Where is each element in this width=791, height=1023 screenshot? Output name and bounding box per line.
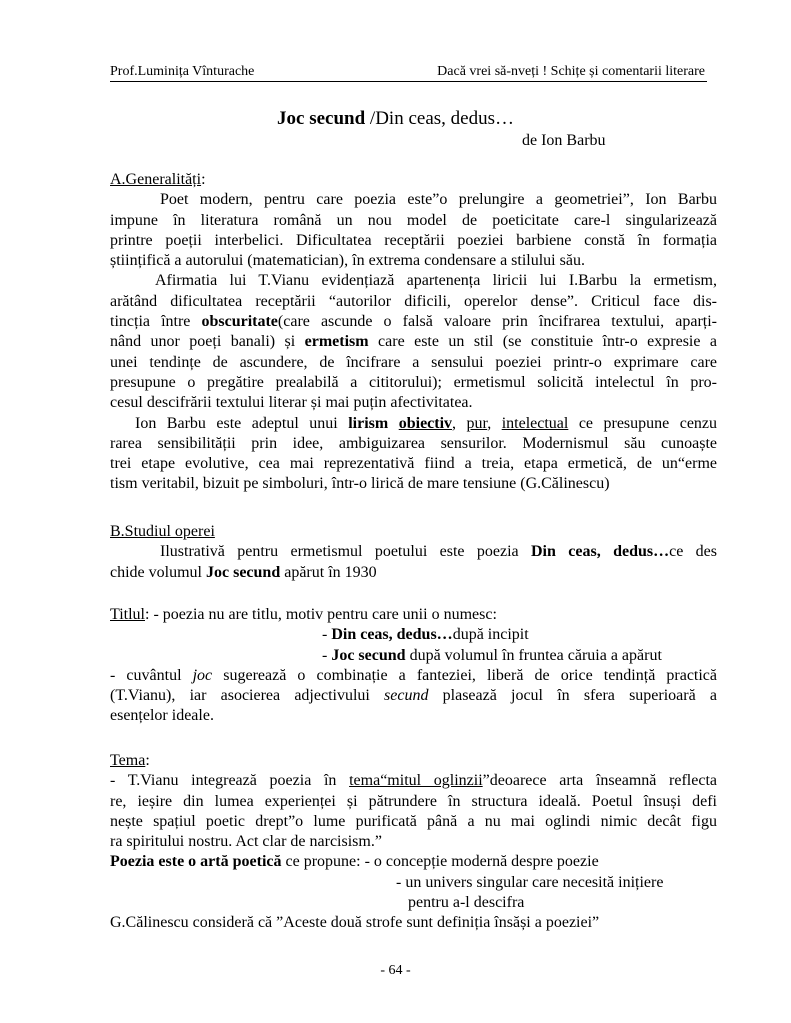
section-a-p3-line: rarea sensibilității prin idee, ambiguizarea sensurilor. Modernismul său cunoaște: [110, 434, 717, 452]
tema-line: re, ieșire din lumea experienței și pătrundere în structura ideală. Poetul însuși defi: [110, 792, 717, 810]
section-a-p1-line: științifică a autorului (matematician), în extrema condensare a stilului său.: [110, 252, 585, 270]
section-a: [110, 170, 717, 495]
titlul-line: - Din ceas, dedus…după incipit: [322, 626, 529, 644]
poem-author: de Ion Barbu: [522, 132, 606, 149]
tema-line: Poezia este o artă poetică ce propune: - o concepție modernă despre poezie: [110, 853, 599, 871]
poem-title-rest: /Din ceas, dedus…: [365, 108, 514, 129]
section-a-p2-line: cesul descifrării textului literar și mai puțin afectivitatea.: [110, 394, 473, 412]
header-book-title: Dacă vrei să-nveți ! Schițe și comentarii literare: [437, 64, 705, 79]
poem-title: [0, 108, 791, 130]
section-a-p2-line: Afirmatia lui T.Vianu evidențiază apartenența liricii lui I.Barbu la ermetism,: [155, 272, 717, 290]
section-a-p2-line: arătând dificultatea receptării “autorilor dificili, operelor dense”. Criticul face dis-: [110, 292, 717, 310]
tema-line: G.Călinescu consideră că ”Aceste două strofe sunt definiția însăși a poeziei”: [110, 914, 600, 932]
tema-line: - T.Vianu integrează poezia în tema“mitul oglinzii”deoarece arta înseamnă reflecta: [110, 772, 717, 790]
tema-line: pentru a-l descifra: [408, 894, 525, 912]
page-number: - 64 -: [380, 963, 411, 978]
term-obscuritate: obscuritate: [201, 313, 278, 331]
section-a-p3-line: tism veritabil, bizuit pe simboluri, într-o lirică de mare tensiune (G.Călinescu): [110, 475, 610, 493]
tema-line: ra spiritului nostru. Act clar de narcisism.”: [110, 833, 382, 851]
tema-line: nește spațiul poetic drept”o lume purificată până a nu mai oglindi nimic decât figu: [110, 812, 717, 830]
section-a-p2-line: unei tendințe de ascundere, de încifrare a sensului poeziei printr-o exprimare care: [110, 353, 717, 371]
poem-name-bold: Din ceas, dedus…: [531, 543, 670, 561]
section-a-p1-line: printre poeții interbelici. Dificultatea receptării poeziei barbiene constă în formația: [110, 231, 717, 249]
tema-line: - un univers singular care necesită inițiere: [396, 873, 664, 891]
term-obiectiv: obiectiv: [398, 414, 453, 432]
titlul-line: esențelor ideale.: [110, 707, 214, 725]
section-a-p3-line: Ion Barbu este adeptul unui lirism obiectiv, pur, intelectual ce presupune cenzu: [135, 414, 718, 432]
tema-heading: Tema:: [110, 752, 150, 769]
section-a-p3-line: trei etape evolutive, cea mai reprezentativă fiind a treia, etapa ermetică, de un“erme: [110, 455, 717, 473]
header-author: Prof.Luminița Vînturache: [110, 64, 255, 79]
section-a-p2-line: tincția între obscuritate(care ascunde o falsă valoare prin încifrarea textului, aparți-: [110, 313, 717, 331]
poem-title-bold: Joc secund: [277, 108, 366, 129]
section-b: [110, 522, 717, 583]
term-pur: pur: [466, 414, 488, 432]
titlul-line: Titlul: - poezia nu are titlu, motiv pentru care unii o numesc:: [110, 606, 497, 623]
titlul-section: [110, 605, 717, 727]
titlul-line: - Joc secund după volumul în fruntea căruia a apărut: [322, 646, 662, 664]
section-a-p1-line: impune în literatura română un nou model de poeticitate care-l singularizează: [110, 211, 717, 229]
volume-name-bold: Joc secund: [205, 563, 281, 581]
titlul-label: Titlul: [110, 606, 145, 623]
tema-section: [110, 751, 717, 934]
section-a-p2-line: nând unor poeți banali) și ermetism care este un stil (se constituie într-o expresie a: [110, 333, 717, 351]
section-b-heading: B.Studiul operei: [110, 523, 215, 540]
section-a-p1-line: Poet modern, pentru care poezia este”o prelungire a geometriei”, Ion Barbu: [160, 191, 717, 209]
section-a-heading: A.Generalități:: [110, 171, 206, 188]
section-a-p2-line: presupune o pregătire prealabilă a cititorului); ermetismul solicită intelectul în pro-: [110, 373, 717, 391]
section-b-line: Ilustrativă pentru ermetismul poetului este poezia Din ceas, dedus…ce des: [160, 543, 717, 561]
titlul-line: (T.Vianu), iar asocierea adjectivului secund plasează jocul în sfera superioară a: [110, 687, 718, 705]
titlul-line: - cuvântul joc sugerează o combinație a fanteziei, liberă de orice tendință practică: [110, 666, 718, 684]
page-header: [110, 64, 707, 82]
term-lirism: lirism: [348, 414, 389, 432]
term-ermetism: ermetism: [304, 333, 369, 351]
section-b-line: chide volumul Joc secund apărut în 1930: [110, 563, 377, 581]
term-intelectual: intelectual: [501, 414, 569, 432]
